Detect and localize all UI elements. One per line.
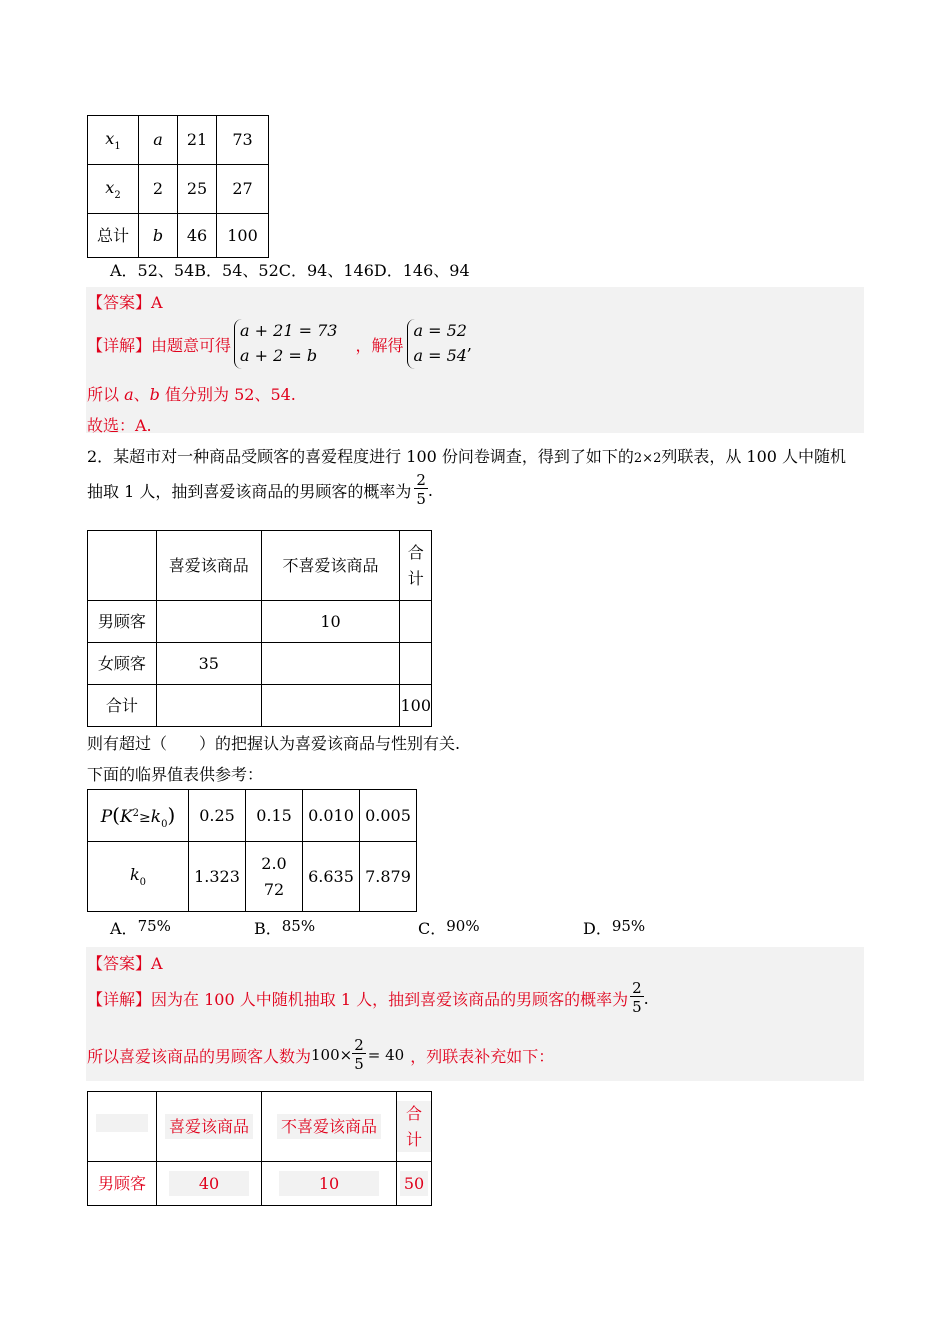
table2-cell: 合计	[88, 685, 157, 727]
p-value: 0.010	[303, 790, 360, 842]
answer-tag: 【答案】	[87, 293, 152, 312]
table1	[87, 115, 269, 258]
answer2-detail: 【详解】 因为在 100 人中随机抽取 1 人，抽到喜爱该商品的男顾客的概率为 $\frac{2}{5}$ .	[87, 979, 649, 1016]
table2-header: 不喜爱该商品	[261, 531, 400, 601]
table1-cell: 2	[139, 165, 178, 214]
table4-cell: 50	[397, 1162, 432, 1206]
table2-cell	[156, 601, 261, 643]
table4-cell: 10	[262, 1162, 397, 1206]
table2-cell	[156, 685, 261, 727]
table2-cell	[400, 643, 432, 685]
table1-cell: 21	[178, 116, 217, 165]
critical-value-table	[87, 789, 417, 912]
table4-cell: 男顾客	[88, 1162, 157, 1206]
table1-cell: a	[139, 116, 178, 165]
option-b: B．85%	[254, 917, 316, 938]
table2	[87, 530, 432, 727]
q2-line2: 抽取 1 人，抽到喜爱该商品的男顾客的概率为 $\frac{2}{5}$ .	[87, 471, 433, 508]
table1-cell: 25	[178, 165, 217, 214]
q2-line1: 2．某超市对一种商品受顾客的喜爱程度进行 100 份问卷调查，得到了如下的2×2列联表，从 100 人中随机	[87, 447, 847, 466]
table2-cell: 女顾客	[88, 643, 157, 685]
table1-cell: 27	[217, 165, 269, 214]
answer2-line	[87, 951, 163, 974]
solve-word: ，解得	[355, 335, 404, 355]
table2-cell: 35	[156, 643, 261, 685]
p-value: 0.25	[189, 790, 246, 842]
answer2-line2: 所以喜爱该商品的男顾客人数为 100× $\frac{2}{5}$ = 40 ，列联表补充如下：	[87, 1036, 555, 1073]
table1-row-label: 总计	[88, 214, 139, 258]
answer1-line2: 所以 a、b 值分别为 52、54.	[87, 385, 296, 404]
table2-cell: 10	[261, 601, 400, 643]
k-value: 2.072	[246, 842, 303, 912]
table1-cell: 73	[217, 116, 269, 165]
table1-cell: 46	[178, 214, 217, 258]
solution-system: a = 52 a = 54	[407, 319, 466, 369]
table2-cell: 男顾客	[88, 601, 157, 643]
table1-cell: 100	[217, 214, 269, 258]
fraction: $\frac{2}{5}$	[354, 1036, 364, 1073]
equation-system: a + 21 = 73 a + 2 = b	[234, 319, 337, 369]
answer1-line3: 故选：A.	[87, 416, 152, 435]
table1-row-label: $x_2$	[88, 165, 139, 214]
answer1-line	[87, 290, 163, 313]
table2-cell: 100	[400, 685, 432, 727]
table2-cell	[400, 601, 432, 643]
fraction: $\frac{2}{5}$	[416, 471, 426, 508]
k-value: 7.879	[360, 842, 417, 912]
table4-header: 不喜爱该商品	[262, 1092, 397, 1162]
q2-ref-line: 下面的临界值表供参考：	[87, 765, 264, 784]
table4-cell: 40	[157, 1162, 262, 1206]
fraction: $\frac{2}{5}$	[632, 979, 642, 1016]
detail-text: 由题意可得	[151, 335, 232, 355]
table4	[87, 1091, 432, 1206]
option-d: D．95%	[583, 917, 646, 938]
detail-tag: 【详解】	[87, 335, 152, 355]
answer1-detail: 【详解】 由题意可得 a + 21 = 73 a + 2 = b ，解得 a = 52 a = 54 ,	[87, 318, 472, 370]
q2-after-table: 则有超过（ ）的把握认为喜爱该商品与性别有关.	[87, 734, 461, 753]
answer-tag: 【答案】	[87, 954, 152, 973]
answer-value: A	[151, 293, 163, 312]
table4-header	[88, 1092, 157, 1162]
p-label: $P(K^2\ge k_0)$	[88, 790, 189, 842]
k-value: 1.323	[189, 842, 246, 912]
table2-header: 喜爱该商品	[156, 531, 261, 601]
k-value: 6.635	[303, 842, 360, 912]
table2-cell	[261, 685, 400, 727]
option-c: C．90%	[418, 917, 480, 938]
option-a: A．75%	[110, 917, 171, 938]
table1-row-label: $x_1$	[88, 116, 139, 165]
q1-options: A．52、54B．54、52C．94、146D．146、94	[110, 261, 470, 280]
k0-label: $k_0$	[88, 842, 189, 912]
p-value: 0.15	[246, 790, 303, 842]
table2-header	[88, 531, 157, 601]
table2-header: 合计	[400, 531, 432, 601]
table4-header: 合计	[397, 1092, 432, 1162]
p-value: 0.005	[360, 790, 417, 842]
table4-header: 喜爱该商品	[157, 1092, 262, 1162]
answer-value: A	[151, 954, 163, 973]
table2-cell	[261, 643, 400, 685]
table1-cell: b	[139, 214, 178, 258]
